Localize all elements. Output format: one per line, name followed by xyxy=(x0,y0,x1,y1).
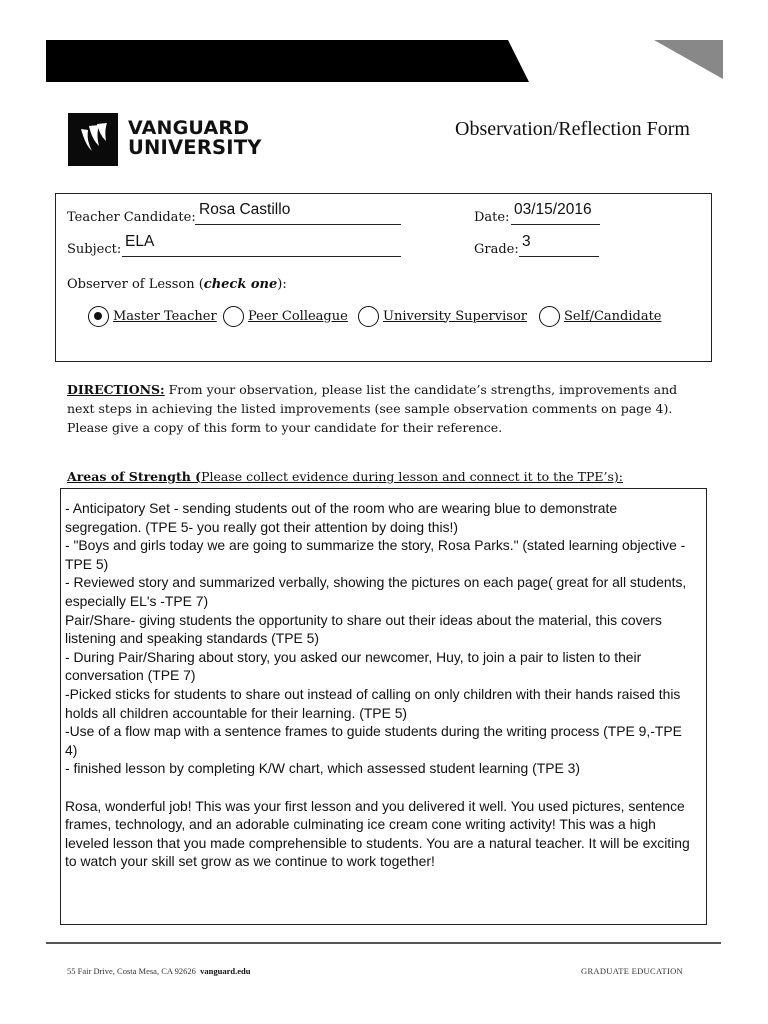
master-teacher-label: Master Teacher xyxy=(113,308,217,324)
observer-label-emphasis: check one xyxy=(203,277,278,292)
observer-option-peer-colleague[interactable] xyxy=(223,305,348,327)
directions-text: From your observation, please list the candidate’s strengths, improvements and next steps in achieving the listed improvements (see sample observation comments on page 4). Please give a copy of this form to your candidate for their reference. xyxy=(67,382,678,435)
strength-closing-comment: Rosa, wonderful job! This was your first lesson and you delivered it well. You used pictures, sentence frames, technology, and an adorable culminating ice cream cone writing activity! This was a high leveled lesson that you made comprehensible to students. You are a natural teacher. It will be exciting to watch your skill set grow as we continue to work together! xyxy=(65,797,690,870)
grade-label: Grade: xyxy=(474,242,519,257)
footer-address xyxy=(67,966,250,976)
subject-label: Subject: xyxy=(67,242,122,257)
teacher-candidate-underline xyxy=(195,224,401,225)
teacher-candidate-field[interactable]: Rosa Castillo xyxy=(199,201,291,218)
observer-label-suffix: ): xyxy=(277,277,287,292)
directions-paragraph xyxy=(67,380,707,437)
university-supervisor-radio[interactable] xyxy=(358,306,379,327)
university-logo-icon xyxy=(68,113,118,166)
strength-text xyxy=(65,499,696,871)
observer-of-lesson-label xyxy=(67,277,287,292)
strength-item: - "Boys and girls today we are going to summarize the story, Rosa Parks." (stated learning objective -TPE 5) xyxy=(65,537,686,572)
footer-address-text: 55 Fair Drive, Costa Mesa, CA 92626 xyxy=(67,966,196,976)
university-supervisor-label: University Supervisor xyxy=(383,308,527,324)
peer-colleague-radio[interactable] xyxy=(223,306,244,327)
header-corner-triangle xyxy=(654,40,723,79)
strength-heading-rest: Please collect evidence during lesson and connect it to the TPE’s): xyxy=(201,469,623,484)
university-logo-text xyxy=(128,119,262,157)
footer-website: vanguard.edu xyxy=(200,966,251,976)
grade-underline xyxy=(519,256,599,257)
master-teacher-radio[interactable] xyxy=(88,306,109,327)
teacher-candidate-label: Teacher Candidate: xyxy=(67,210,196,225)
observer-option-self-candidate[interactable] xyxy=(539,305,662,327)
strength-item: -Picked sticks for students to share out instead of calling on only children with their hands raised this holds all children accountable for their learning. (TPE 5) xyxy=(65,685,681,721)
strength-item: - finished lesson by completing K/W chart, which assessed student learning (TPE 3) xyxy=(65,760,580,777)
peer-colleague-label: Peer Colleague xyxy=(248,308,348,324)
form-title: Observation/Reflection Form xyxy=(455,118,690,140)
self-candidate-radio[interactable] xyxy=(539,306,560,327)
footer-department: GRADUATE EDUCATION xyxy=(581,966,683,976)
strength-item: - During Pair/Sharing about story, you asked our newcomer, Huy, to join a pair to listen to their conversation (TPE 7) xyxy=(65,648,642,684)
directions-heading: DIRECTIONS: xyxy=(67,382,165,397)
observer-option-master-teacher[interactable] xyxy=(88,305,217,327)
footer-divider xyxy=(46,942,721,944)
brand-line-1: VANGUARD xyxy=(128,117,250,139)
subject-field[interactable]: ELA xyxy=(125,233,155,250)
observer-label-prefix: Observer of Lesson ( xyxy=(67,277,204,292)
strength-item: -Use of a flow map with a sentence frames to guide students during the writing process (TPE 9,-TPE 4) xyxy=(65,723,682,758)
strength-item: - Reviewed story and summarized verbally, showing the pictures on each page( great for all students, especially EL's -TPE 7) xyxy=(65,574,687,609)
areas-of-strength-textarea[interactable] xyxy=(60,488,707,925)
strength-heading-bold: Areas of Strength ( xyxy=(67,469,202,484)
strength-item: - Anticipatory Set - sending students out of the room who are wearing blue to demonstrate segregation. (TPE 5- you really got their attention by doing this!) xyxy=(65,500,618,535)
self-candidate-label: Self/Candidate xyxy=(564,308,662,324)
strength-item: Pair/Share- giving students the opportunity to share out their ideas about the material, this covers listening and speaking standards (TPE 5) xyxy=(65,611,662,647)
subject-underline xyxy=(122,256,401,257)
observer-option-university-supervisor[interactable] xyxy=(358,305,527,327)
brand-line-2: UNIVERSITY xyxy=(128,136,262,159)
grade-field[interactable]: 3 xyxy=(522,233,531,250)
date-label: Date: xyxy=(474,210,510,225)
paragraph-spacer xyxy=(65,778,696,797)
header-black-bar xyxy=(46,40,529,82)
areas-of-strength-heading xyxy=(67,469,623,484)
date-field[interactable]: 03/15/2016 xyxy=(514,201,592,218)
date-underline xyxy=(511,224,600,225)
